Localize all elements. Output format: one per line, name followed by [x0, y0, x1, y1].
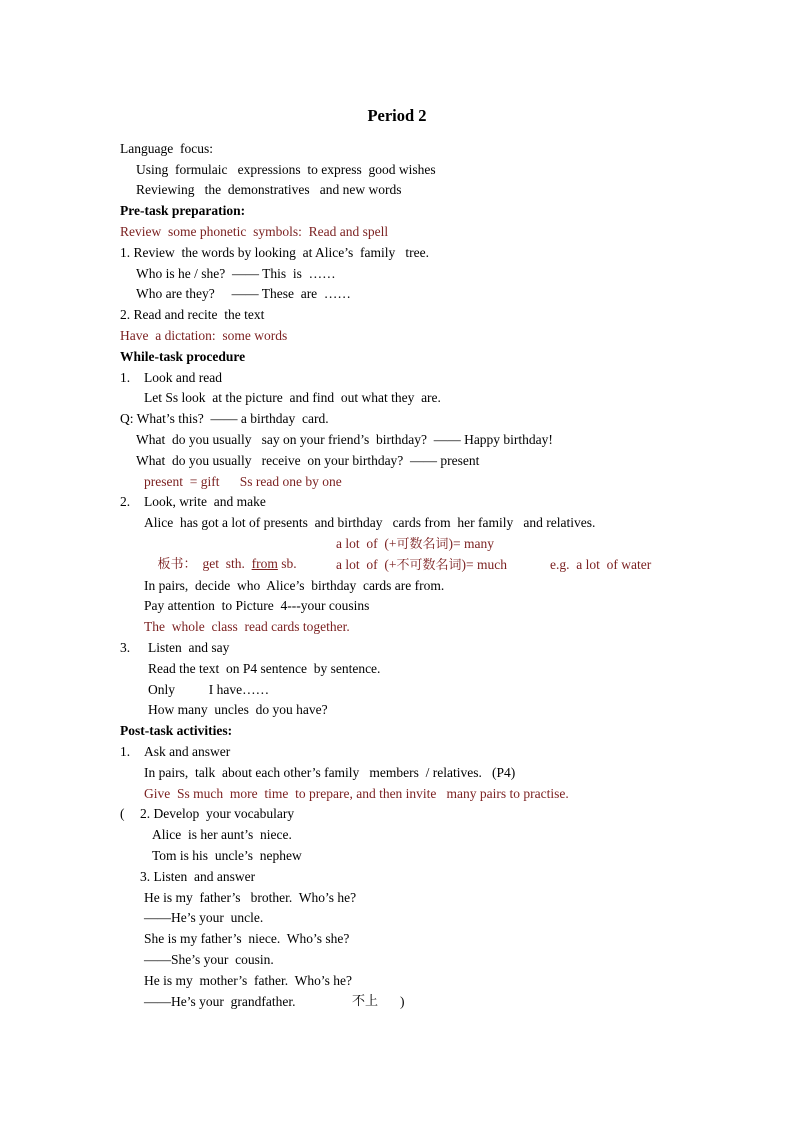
while-step-3-line: Read the text on P4 sentence by sentence.: [148, 661, 381, 676]
while-step-3-title: Listen and say: [148, 640, 230, 655]
post-step-2-line: Alice is her aunt’s niece.: [152, 827, 292, 842]
while-step-2-title: Look, write and make: [144, 494, 266, 509]
post-step-1-title: Ask and answer: [144, 744, 231, 759]
post-step-1-red-note: Give Ss much more time to prepare, and then invite many pairs to practise.: [144, 786, 569, 801]
step-number: 1.: [120, 744, 131, 759]
post-step-2-title: 2. Develop your vocabulary: [140, 806, 295, 821]
board-get-from: from: [251, 556, 278, 571]
language-focus-item: Reviewing the demonstratives and new words: [136, 182, 402, 197]
post-step-1-line: In pairs, talk about each other’s family members / relatives. (P4): [144, 765, 516, 780]
step-number: 3.: [120, 640, 131, 655]
while-step-2-more: In pairs, decide who Alice’s birthday cards are from.: [144, 578, 445, 593]
while-step-1-title: Look and read: [144, 370, 222, 385]
post-step-2-line: Tom is his uncle’s nephew: [152, 848, 302, 863]
while-step-2-line: Alice has got a lot of presents and birthday cards from her family and relatives.: [144, 515, 596, 530]
board-a-lot-uncountable: [336, 555, 507, 575]
pre-task-step-1-line: Who is he / she? —— This is ……: [136, 266, 336, 281]
board-a-lot-countable: [336, 534, 494, 554]
close-parenthesis: ): [400, 994, 405, 1009]
while-step-2-red-note: The whole class read cards together.: [144, 619, 350, 634]
board-get-b: sb.: [277, 556, 297, 571]
pre-task-step-1-line: Who are they? —— These are ……: [136, 286, 351, 301]
question-line: Q: What’s this? —— a birthday card.: [120, 411, 329, 426]
post-step-3-line: He is my father’s brother. Who’s he?: [144, 890, 357, 905]
board-notes: [144, 534, 297, 572]
post-step-3-last-line: ——He’s your grandfather.: [144, 994, 296, 1009]
language-focus-item: Using formulaic expressions to express good wishes: [136, 162, 436, 177]
present-note: present = gift Ss read one by one: [144, 474, 342, 489]
post-task-heading: Post-task activities:: [120, 723, 233, 738]
pre-task-step-1: 1. Review the words by looking at Alice’s family tree.: [120, 245, 429, 260]
board-label: 板书：: [157, 557, 197, 572]
step-number: 2.: [120, 494, 131, 509]
dictation-note: Have a dictation: some words: [120, 328, 288, 343]
not-taught-note: 不上: [352, 994, 379, 1009]
pre-task-heading: Pre-task preparation:: [120, 203, 246, 218]
post-step-3-title: 3. Listen and answer: [140, 869, 256, 884]
page-title: Period 2: [367, 106, 427, 125]
pre-task-note: Review some phonetic symbols: Read and spell: [120, 224, 389, 239]
while-step-3-line: Only I have……: [148, 682, 270, 697]
question-line: What do you usually say on your friend’s birthday? —— Happy birthday!: [136, 432, 553, 447]
board-a-lot-prefix: a lot of (+: [336, 557, 397, 572]
while-task-heading: While-task procedure: [120, 349, 246, 364]
language-focus-heading: Language focus:: [120, 141, 213, 156]
post-step-3-line: She is my father’s niece. Who’s she?: [144, 931, 350, 946]
board-example: e.g. a lot of water: [550, 557, 652, 572]
while-step-1-line: Let Ss look at the picture and find out what they are.: [144, 390, 441, 405]
step-number: 1.: [120, 370, 131, 385]
while-step-2-more: Pay attention to Picture 4---your cousins: [144, 598, 370, 613]
board-a-lot-prefix: a lot of (+: [336, 536, 397, 551]
board-many: )= many: [448, 536, 494, 551]
question-line: What do you usually receive on your birthday? —— present: [136, 453, 480, 468]
post-step-3-line: ——She’s your cousin.: [144, 952, 274, 967]
pre-task-step-2: 2. Read and recite the text: [120, 307, 265, 322]
board-much: )= much: [461, 557, 507, 572]
board-uncountable-noun: 不可数名词: [396, 558, 462, 573]
open-parenthesis: (: [120, 806, 125, 821]
board-countable-noun: 可数名词: [396, 537, 449, 552]
board-get-a: get sth.: [202, 556, 252, 571]
while-step-3-line: How many uncles do you have?: [148, 702, 328, 717]
post-step-3-line: He is my mother’s father. Who’s he?: [144, 973, 352, 988]
post-step-3-line: ——He’s your uncle.: [144, 910, 264, 925]
